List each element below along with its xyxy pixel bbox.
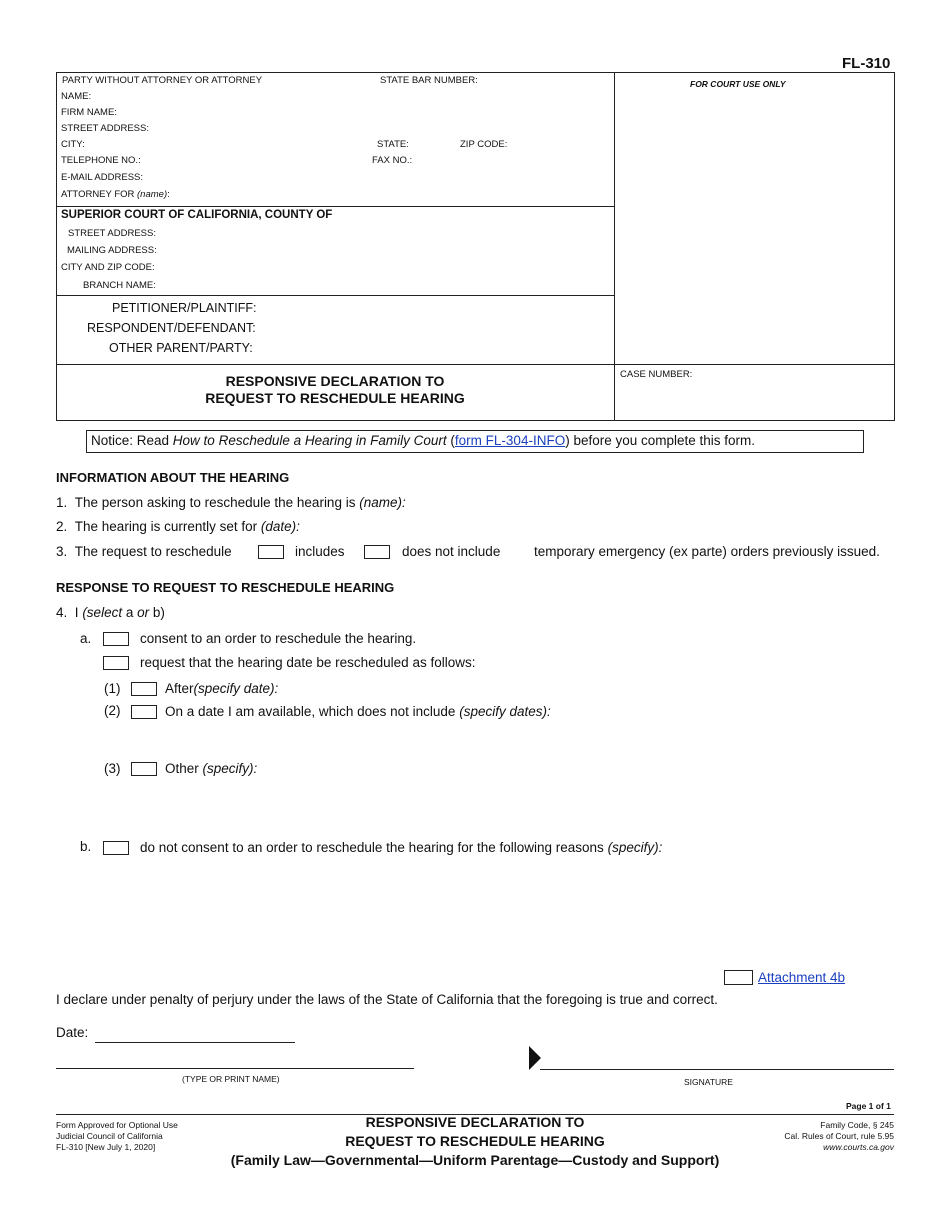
party-label: PARTY WITHOUT ATTORNEY OR ATTORNEY [62,75,263,86]
footer-ref-1: Family Code, § 245 [820,1120,894,1130]
attachment-link[interactable]: Attachment 4b [758,970,846,985]
after-date-label: After(specify date): [165,681,279,696]
item-3-tail: temporary emergency (ex parte) orders previously issued. [534,544,880,559]
includes-checkbox[interactable] [258,545,284,559]
fax-label[interactable]: FAX NO.: [372,155,413,166]
item-3: 3. The request to reschedule [56,544,232,559]
court-branch[interactable]: BRANCH NAME: [83,280,156,291]
header-box [56,72,895,421]
name-label[interactable]: NAME: [61,91,92,102]
other-parent-label[interactable]: OTHER PARENT/PARTY: [109,341,253,355]
form-title-2: REQUEST TO RESCHEDULE HEARING [205,390,465,406]
date-label: Date: [56,1025,89,1040]
firm-label[interactable]: FIRM NAME: [61,107,117,118]
other-checkbox[interactable] [131,762,157,776]
respondent-label[interactable]: RESPONDENT/DEFENDANT: [87,321,256,335]
after-date-checkbox[interactable] [131,682,157,696]
item-4a-label: a. [80,631,92,646]
footer-ref-2: Cal. Rules of Court, rule 5.95 [784,1131,894,1141]
date-line[interactable] [95,1042,295,1043]
court-street[interactable]: STREET ADDRESS: [68,228,156,239]
does-not-include-checkbox[interactable] [364,545,390,559]
notice-text: Notice: Read How to Reschedule a Hearing in Family Court (form FL-304-INFO) before you complete this form. [91,433,756,448]
form-title-1: RESPONSIVE DECLARATION TO [225,373,445,389]
opt3-num: (3) [104,761,121,776]
request-reschedule-checkbox[interactable] [103,656,129,670]
signature-line[interactable] [540,1069,894,1070]
available-date-label: On a date I am available, which does not include (specify dates): [165,704,551,719]
consent-label: consent to an order to reschedule the hearing. [140,631,417,646]
other-label: Other (specify): [165,761,258,776]
city-label[interactable]: CITY: [61,139,85,150]
declaration-text: I declare under penalty of perjury under the laws of the State of California that the foregoing is true and correct. [56,992,718,1007]
item-1: 1. The person asking to reschedule the hearing is (name): [56,495,406,510]
footer-approved-1: Form Approved for Optional Use [56,1120,178,1130]
form-info-link[interactable]: form FL-304-INFO [454,433,566,448]
street-label[interactable]: STREET ADDRESS: [61,123,149,134]
form-id: FL-310 [842,55,891,72]
section2-heading: RESPONSE TO REQUEST TO RESCHEDULE HEARING [56,580,395,595]
does-not-include-label: does not include [402,544,501,559]
for-court-use: FOR COURT USE ONLY [690,79,786,89]
footer-approved-3: FL-310 [New July 1, 2020] [56,1142,156,1152]
footer-ref-3[interactable]: www.courts.ca.gov [823,1142,894,1152]
footer-title-2: REQUEST TO RESCHEDULE HEARING [345,1133,605,1149]
consent-checkbox[interactable] [103,632,129,646]
name-line[interactable] [56,1068,414,1069]
petitioner-label[interactable]: PETITIONER/PLAINTIFF: [112,301,257,315]
email-label[interactable]: E-MAIL ADDRESS: [61,172,144,183]
not-consent-label: do not consent to an order to reschedule the hearing for the following reasons (specify): [140,840,663,855]
attorney-for[interactable]: ATTORNEY FOR (name): [61,189,170,200]
footer-approved-2: Judicial Council of California [56,1131,163,1141]
includes-label: includes [295,544,345,559]
type-name-label: (TYPE OR PRINT NAME) [182,1074,280,1084]
state-bar-label: STATE BAR NUMBER: [380,75,478,86]
state-label[interactable]: STATE: [377,139,409,150]
court-city[interactable]: CITY AND ZIP CODE: [61,262,155,273]
attachment-checkbox[interactable] [724,970,753,985]
opt2-num: (2) [104,703,121,718]
zip-label[interactable]: ZIP CODE: [460,139,508,150]
not-consent-checkbox[interactable] [103,841,129,855]
available-date-checkbox[interactable] [131,705,157,719]
court-title: SUPERIOR COURT OF CALIFORNIA, COUNTY OF [61,209,333,221]
section1-heading: INFORMATION ABOUT THE HEARING [56,470,290,485]
opt1-num: (1) [104,681,121,696]
page-number: Page 1 of 1 [846,1101,891,1111]
footer-title-3: (Family Law—Governmental—Uniform Parentage—Custody and Support) [230,1152,720,1168]
item-4b-label: b. [80,839,92,854]
request-reschedule-label: request that the hearing date be rescheduled as follows: [140,655,476,670]
item-2: 2. The hearing is currently set for (date): [56,519,300,534]
case-number-label[interactable]: CASE NUMBER: [620,369,693,380]
item-4: 4. I (select a or b) [56,605,165,620]
footer-title-1: RESPONSIVE DECLARATION TO [365,1114,585,1130]
court-mailing[interactable]: MAILING ADDRESS: [67,245,157,256]
signature-label: SIGNATURE [684,1077,733,1087]
phone-label[interactable]: TELEPHONE NO.: [61,155,141,166]
